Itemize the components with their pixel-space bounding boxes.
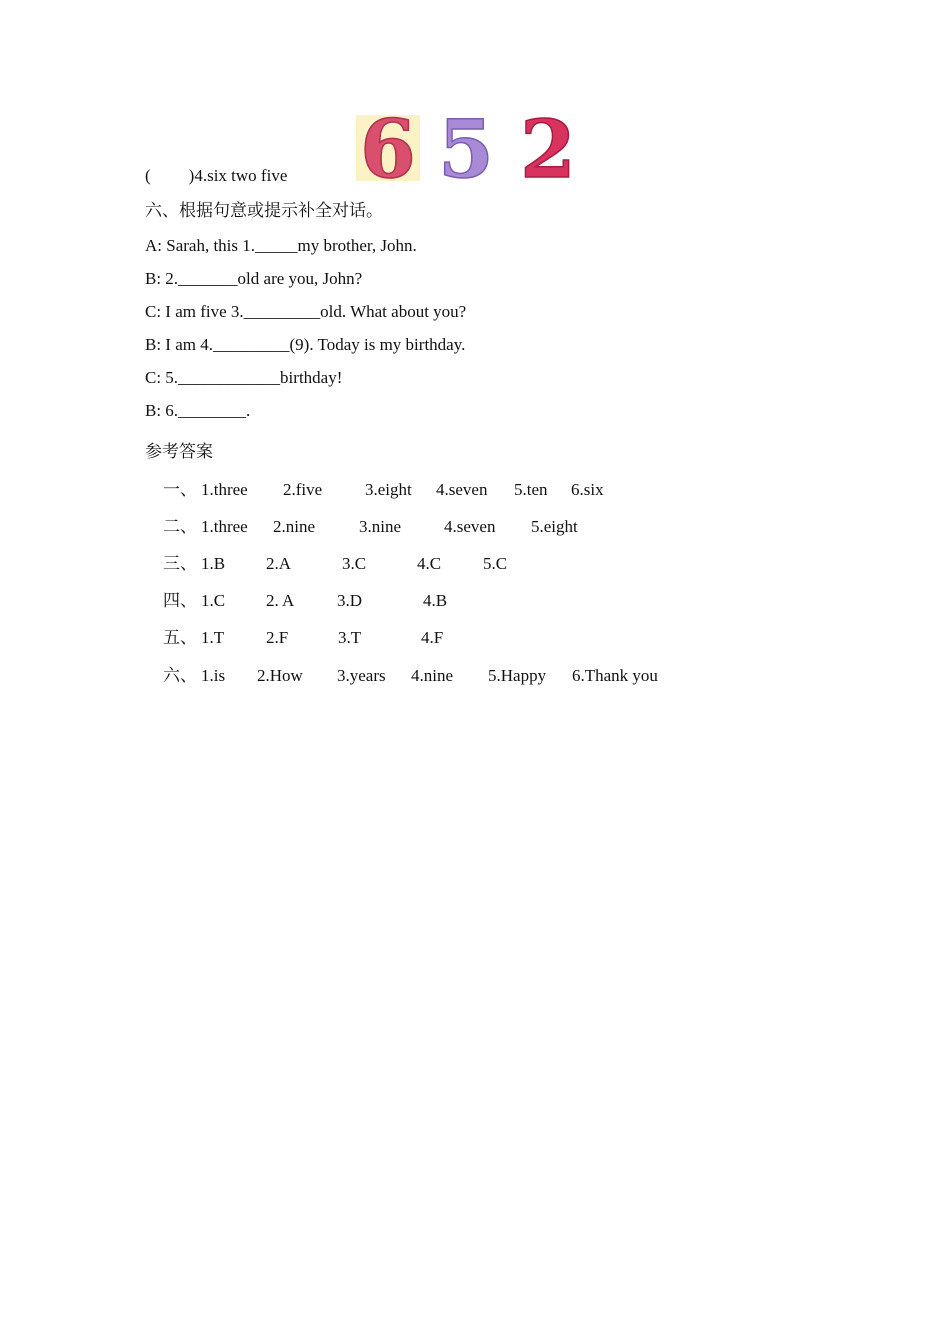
answer-item: 2.nine bbox=[273, 517, 316, 536]
answer-item: 6.Thank you bbox=[572, 666, 658, 685]
digit-5: 5 bbox=[438, 113, 494, 183]
answer-row-label: 四、 bbox=[163, 591, 197, 610]
answer-item: 3.T bbox=[338, 628, 362, 647]
answer-row-label: 一、 bbox=[163, 480, 197, 499]
answer-item: 2.F bbox=[266, 628, 289, 647]
paren-open: ( bbox=[145, 166, 151, 185]
answer-row-label: 六、 bbox=[163, 666, 197, 685]
answer-item: 4.seven bbox=[436, 480, 488, 499]
dialogue-line: C: I am five 3._________old. What about you? bbox=[145, 302, 467, 321]
answer-item: 1.B bbox=[201, 554, 226, 573]
answer-item: 4.B bbox=[423, 591, 448, 610]
answer-item: 1.T bbox=[201, 628, 225, 647]
dialogue-line: B: 2._______old are you, John? bbox=[145, 269, 363, 288]
answer-row-label: 二、 bbox=[163, 517, 197, 536]
answer-item: 2.A bbox=[266, 554, 292, 573]
answer-item: 3.D bbox=[337, 591, 363, 610]
answer-key-title: 参考答案 bbox=[145, 442, 213, 461]
answer-item: 5.Happy bbox=[488, 666, 547, 685]
answer-item: 5.eight bbox=[531, 517, 578, 536]
answer-row-label: 三、 bbox=[163, 554, 197, 573]
answer-row-label: 五、 bbox=[163, 628, 197, 647]
paren-close: ) bbox=[188, 166, 195, 185]
answer-item: 4.seven bbox=[444, 517, 496, 536]
answer-item: 3.C bbox=[342, 554, 367, 573]
question-4 bbox=[145, 166, 287, 186]
answer-item: 2.five bbox=[283, 480, 323, 499]
answer-item: 1.three bbox=[201, 517, 248, 536]
answer-item: 5.C bbox=[483, 554, 508, 573]
answer-item: 4.C bbox=[417, 554, 442, 573]
number-picture-652 bbox=[354, 113, 590, 183]
dialogue-line: B: I am 4._________(9). Today is my birthday. bbox=[145, 335, 466, 354]
answer-item: 4.nine bbox=[411, 666, 454, 685]
answer-item: 6.six bbox=[571, 480, 604, 499]
dialogue-line: A: Sarah, this 1._____my brother, John. bbox=[145, 236, 417, 255]
dialogue-line: B: 6.________. bbox=[145, 401, 251, 420]
answer-item: 1.is bbox=[201, 666, 226, 685]
dialogue-line: C: 5.____________birthday! bbox=[145, 368, 343, 387]
answer-item: 3.years bbox=[337, 666, 386, 685]
answer-item: 1.three bbox=[201, 480, 248, 499]
answer-item: 3.nine bbox=[359, 517, 402, 536]
answer-item: 2.How bbox=[257, 666, 303, 685]
digit-6: 6 bbox=[360, 113, 416, 183]
section-6-title: 六、根据句意或提示补全对话。 bbox=[145, 201, 383, 220]
digit-2: 2 bbox=[520, 113, 576, 183]
answer-item: 4.F bbox=[421, 628, 444, 647]
answer-item: 2. A bbox=[266, 591, 295, 610]
question-4-text: 4.six two five bbox=[194, 166, 288, 185]
answer-item: 5.ten bbox=[514, 480, 548, 499]
answer-item: 3.eight bbox=[365, 480, 412, 499]
answer-item: 1.C bbox=[201, 591, 226, 610]
